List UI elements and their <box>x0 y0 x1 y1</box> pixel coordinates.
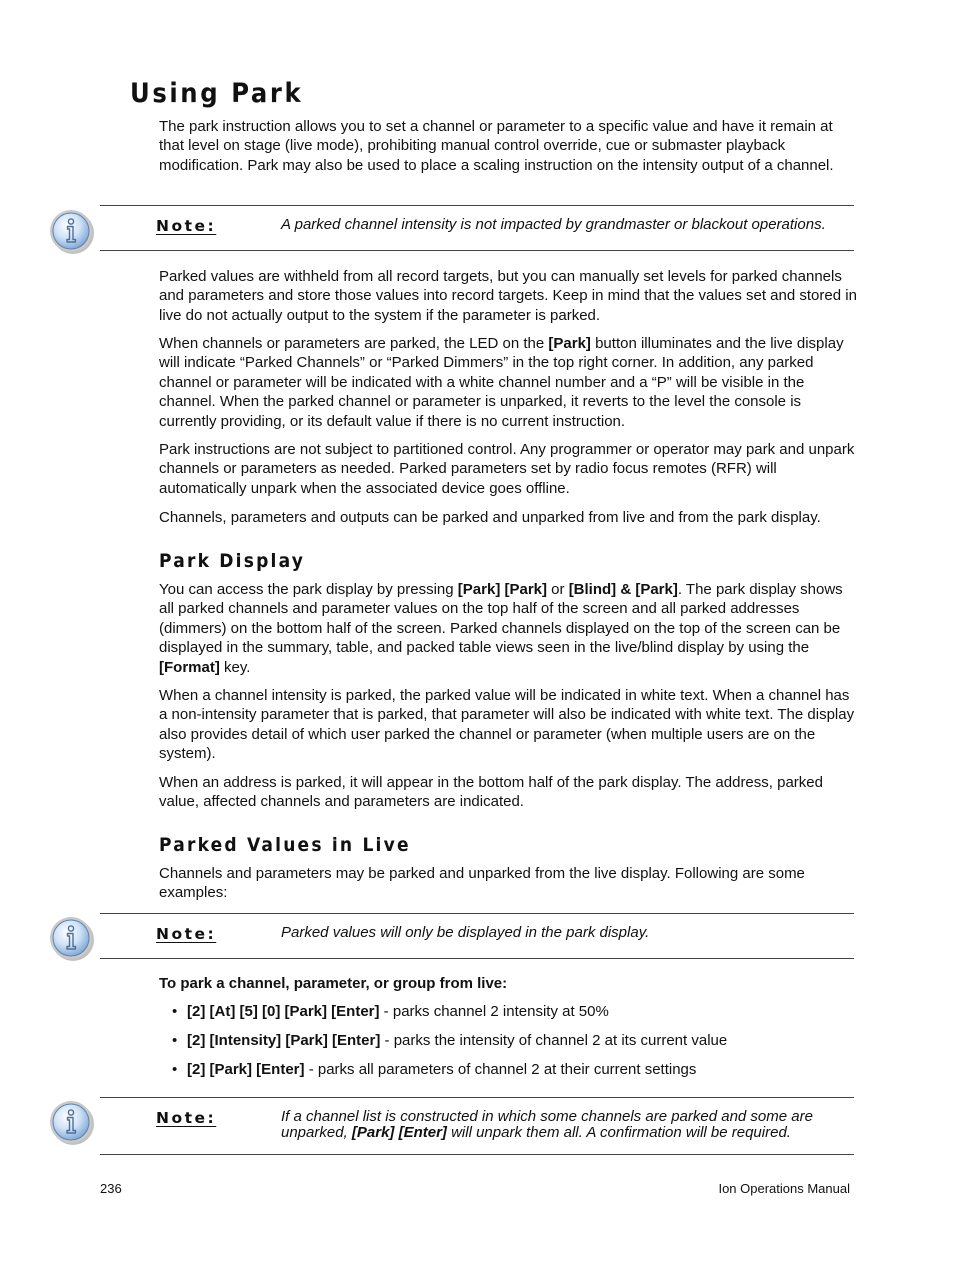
note-info-icon <box>48 208 96 256</box>
note-label: Note: <box>156 1109 217 1127</box>
section-heading-parked-values-live: Parked Values in Live <box>159 834 411 856</box>
paragraph-address-parked: When an address is parked, it will appear in the bottom half of the park display. The address, parked value, affected channels and parameters are indicated. <box>159 774 823 811</box>
note-box-3 <box>100 1097 854 1155</box>
page-number: 236 <box>100 1181 122 1196</box>
note-box-2 <box>100 913 854 959</box>
paragraph-outputs: Channels, parameters and outputs can be parked and unparked from live and from the park display. <box>159 509 821 526</box>
paragraph-live-examples: Channels and parameters may be parked and unparked from the live display. Following are some examples: <box>159 865 805 902</box>
section-heading-park-display: Park Display <box>159 550 306 572</box>
paragraph-led-indicator: When channels or parameters are parked, the LED on the [Park] button illuminates and the live display will indicate “Parked Channels” or “Parked Dimmers” in the top right corner. In addition, any parked channel or parameter will be indicated with a white channel number and a “P” will be visible in the channel. When the parked channel or parameter is unparked, it reverts to the level the console is currently providing, or its default value if there is no current instruction. <box>159 335 844 430</box>
note-box-1 <box>100 205 854 251</box>
note-text: Parked values will only be displayed in the park display. <box>281 924 650 941</box>
procedure-title: To park a channel, parameter, or group from live: <box>159 975 508 992</box>
list-item: • [2] [Intensity] [Park] [Enter] - parks the intensity of channel 2 at its current value <box>187 1031 727 1060</box>
note-text: A parked channel intensity is not impacted by grandmaster or blackout operations. <box>281 216 826 233</box>
manual-title: Ion Operations Manual <box>718 1181 850 1196</box>
list-item: • [2] [Park] [Enter] - parks all parameters of channel 2 at their current settings <box>187 1060 727 1089</box>
paragraph-partition: Park instructions are not subject to partitioned control. Any programmer or operator may park and unpark channels or parameters as needed. Parked parameters set by radio focus remotes (RFR) will automatically unpark when the associated device goes offline. <box>159 441 855 497</box>
list-item: • [2] [At] [5] [0] [Park] [Enter] - parks channel 2 intensity at 50% <box>187 1002 727 1031</box>
procedure-steps <box>187 1002 727 1089</box>
paragraph-record-targets: Parked values are withheld from all record targets, but you can manually set levels for parked channels and parameters and store those values into record targets. Keep in mind that the values set and stored in live do not actually output to the system if the parameter is parked. <box>159 268 857 324</box>
note-label: Note: <box>156 217 217 235</box>
note-label: Note: <box>156 925 217 943</box>
intro-paragraph: The park instruction allows you to set a channel or parameter to a specific value and have it remain at that level on stage (live mode), prohibiting manual control override, cue or submaster playback modification. Park may also be used to place a scaling instruction on the intensity output of a channel. <box>159 118 834 174</box>
paragraph-white-text: When a channel intensity is parked, the parked value will be indicated in white text. When a channel has a non-intensity parameter that is parked, that parameter will also be indicated with white text. The display also provides detail of which user parked the channel or parameter (when multiple users are on the system). <box>159 687 855 763</box>
note-info-icon <box>48 915 96 963</box>
note-text: If a channel list is constructed in which some channels are parked and some are unparked, [Park] [Enter] will unpark them all. A confirmation will be required. <box>281 1108 813 1141</box>
paragraph-park-display-access: You can access the park display by pressing [Park] [Park] or [Blind] & [Park]. The park display shows all parked channels and parameter values on the top half of the screen and all parked addresses (dimmers) on the bottom half of the screen. Parked channels displayed on the top of the screen can be displayed in the summary, table, and packed table views seen in the live/blind display by using the [Format] key. <box>159 581 843 676</box>
note-info-icon <box>48 1099 96 1147</box>
key-park: [Park] <box>548 335 591 352</box>
page-heading: Using Park <box>130 78 304 109</box>
